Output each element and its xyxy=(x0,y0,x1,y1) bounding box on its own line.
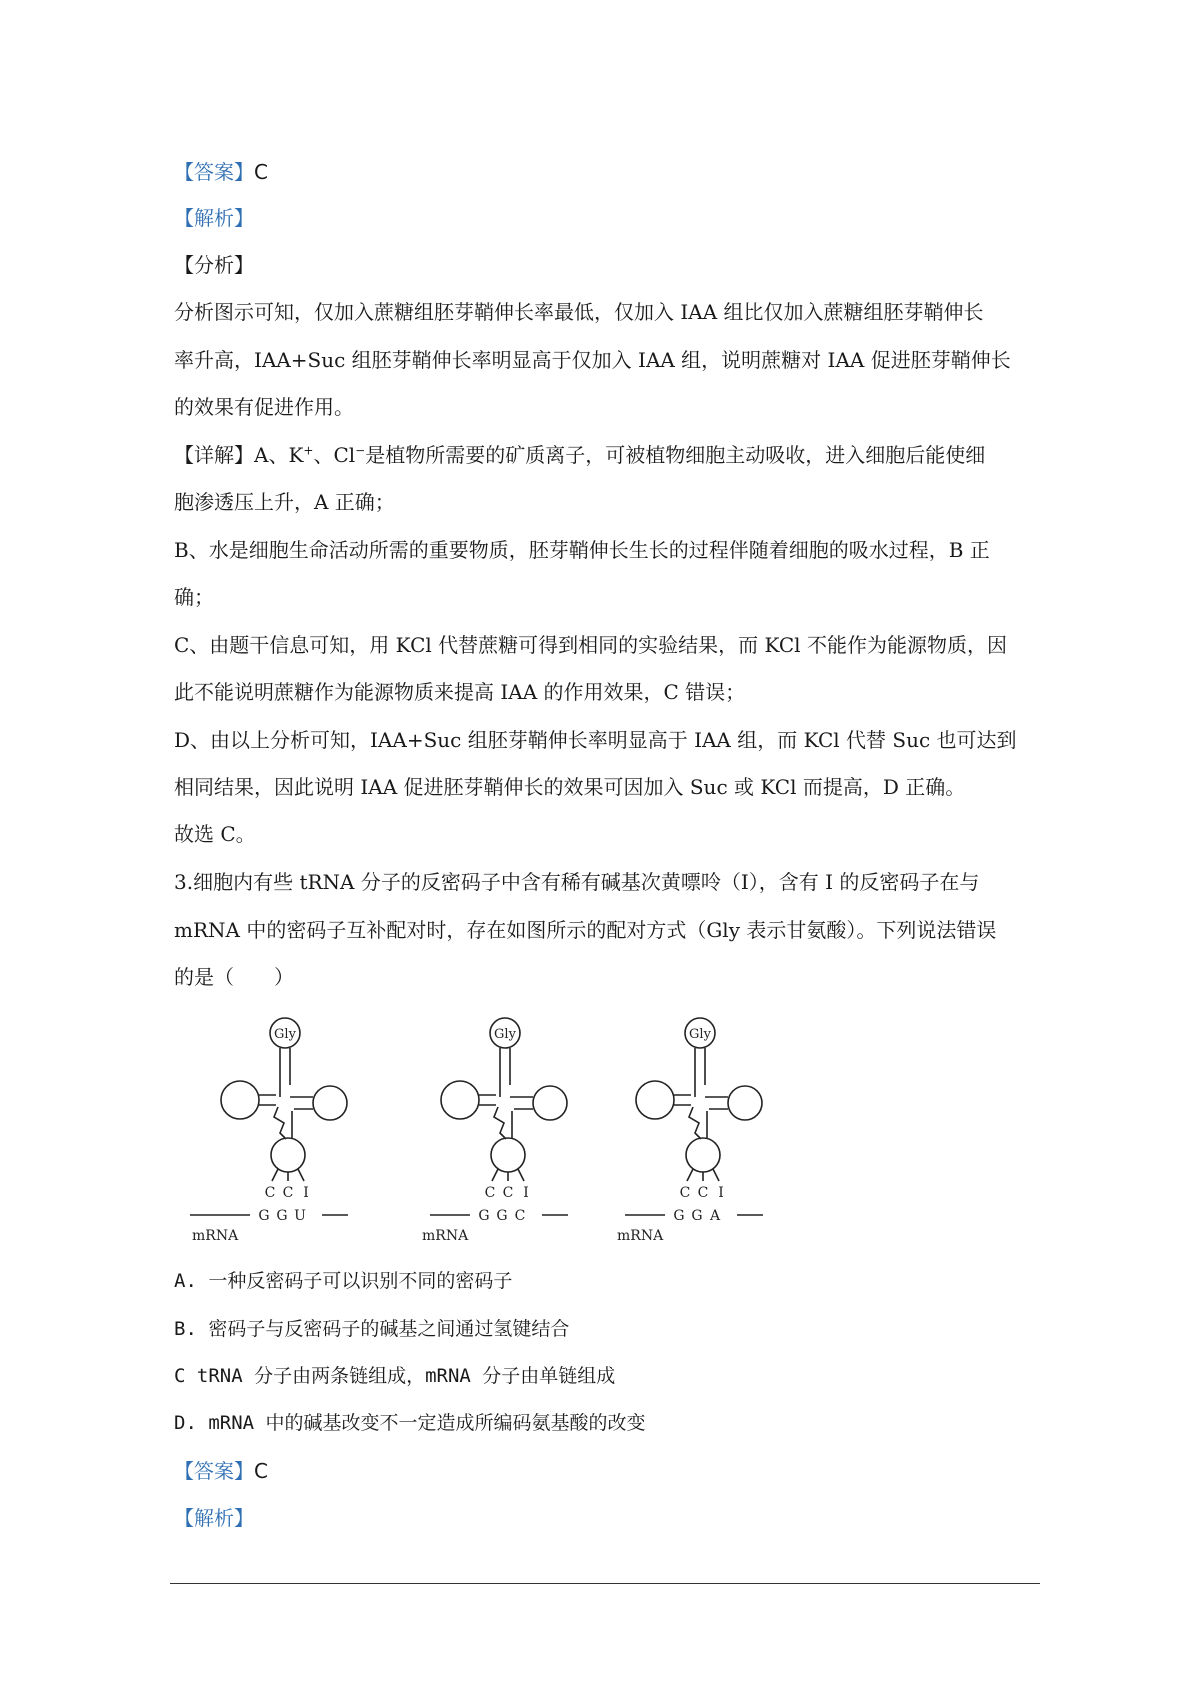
anticodon-loop xyxy=(271,1138,305,1172)
mrna-label: mRNA xyxy=(422,1228,469,1244)
amino-acid-label: Gly xyxy=(689,1027,711,1042)
anticodon-loop xyxy=(686,1138,720,1172)
codon-base: G xyxy=(673,1208,685,1224)
question-stem-line: 3.细胞内有些 tRNA 分子的反密码子中含有稀有碱基次黄嘌呤（I），含有 I 的反密码子在与 xyxy=(174,870,980,894)
option-c: C tRNA 分子由两条链组成，mRNA 分子由单链组成 xyxy=(174,1365,616,1387)
answer-line-2 xyxy=(174,1459,268,1483)
detail-line: 胞渗透压上升，A 正确； xyxy=(174,490,395,514)
trna-right-loop xyxy=(313,1086,347,1120)
analysis-tag-2: 【解析】 xyxy=(174,1506,254,1530)
fenxi-line: 分析图示可知，仅加入蔗糖组胚芽鞘伸长率最低，仅加入 IAA 组比仅加入蔗糖组胚芽鞘伸长 xyxy=(174,300,984,324)
anticodon-base: C xyxy=(264,1185,276,1201)
trna-zigzag xyxy=(494,1107,506,1139)
trna-zigzag xyxy=(689,1107,701,1139)
codon-base: G xyxy=(691,1208,703,1224)
trna-left-loop xyxy=(441,1081,479,1119)
amino-acid-label: Gly xyxy=(274,1027,296,1042)
anticodon-base: I xyxy=(523,1185,529,1201)
anticodon-base: I xyxy=(303,1185,309,1201)
base-tick xyxy=(713,1169,719,1181)
option-a: A. 一种反密码子可以识别不同的密码子 xyxy=(174,1270,513,1292)
trna-pairing-figure xyxy=(190,1005,770,1250)
detail-line: C、由题干信息可知，用 KCl 代替蔗糖可得到相同的实验结果，而 KCl 不能作为能源物质，因 xyxy=(174,633,1007,657)
anticodon-base: C xyxy=(282,1185,294,1201)
answer-value: C xyxy=(254,160,268,184)
mrna-label: mRNA xyxy=(192,1228,239,1244)
codon-base: G xyxy=(258,1208,270,1224)
fenxi-tag: 【分析】 xyxy=(174,253,254,277)
footer-rule xyxy=(170,1583,1040,1584)
option-d: D. mRNA 中的碱基改变不一定造成所编码氨基酸的改变 xyxy=(174,1412,646,1434)
codon-base: G xyxy=(478,1208,490,1224)
detail-line: 此不能说明蔗糖作为能源物质来提高 IAA 的作用效果，C 错误； xyxy=(174,680,746,704)
mrna-label: mRNA xyxy=(617,1228,664,1244)
base-tick xyxy=(518,1169,524,1181)
trna-zigzag xyxy=(274,1107,286,1139)
fenxi-line: 的效果有促进作用。 xyxy=(174,395,354,419)
trna-left-loop xyxy=(636,1081,674,1119)
detail-line: 故选 C。 xyxy=(174,822,256,846)
codon-base: G xyxy=(276,1208,288,1224)
trna-right-loop xyxy=(533,1086,567,1120)
fenxi-line: 率升高，IAA+Suc 组胚芽鞘伸长率明显高于仅加入 IAA 组，说明蔗糖对 IAA 促进胚芽鞘伸长 xyxy=(174,348,1011,372)
trna-panel xyxy=(422,1018,568,1244)
base-tick xyxy=(298,1169,304,1181)
codon-base: C xyxy=(514,1208,526,1224)
trna-panel xyxy=(190,1018,348,1244)
detail-line-1: 【详解】A、K+、Cl−是植物所需要的矿质离子，可被植物细胞主动吸收，进入细胞后能使细 xyxy=(174,443,986,467)
option-b: B. 密码子与反密码子的碱基之间通过氢键结合 xyxy=(174,1318,570,1340)
trna-left-loop xyxy=(221,1081,259,1119)
anticodon-base: C xyxy=(697,1185,709,1201)
base-tick xyxy=(687,1169,693,1181)
trna-right-loop xyxy=(728,1086,762,1120)
answer-tag: 【答案】 xyxy=(174,160,254,184)
detail-line: 相同结果，因此说明 IAA 促进胚芽鞘伸长的效果可因加入 Suc 或 KCl 而提高，D 正确。 xyxy=(174,775,966,799)
anticodon-base: C xyxy=(484,1185,496,1201)
analysis-tag-1: 【解析】 xyxy=(174,206,254,230)
detail-line: D、由以上分析可知，IAA+Suc 组胚芽鞘伸长率明显高于 IAA 组，而 KCl 代替 Suc 也可达到 xyxy=(174,728,1017,752)
answer-line-1 xyxy=(174,160,268,184)
answer-value: C xyxy=(254,1459,268,1483)
codon-base: G xyxy=(496,1208,508,1224)
base-tick xyxy=(272,1169,278,1181)
anticodon-base: I xyxy=(718,1185,724,1201)
answer-tag: 【答案】 xyxy=(174,1459,254,1483)
question-stem-line: 的是（ ） xyxy=(174,965,294,989)
detail-line: 确； xyxy=(174,585,214,609)
detail-line: B、水是细胞生命活动所需的重要物质，胚芽鞘伸长生长的过程伴随着细胞的吸水过程，B 正 xyxy=(174,538,990,562)
anticodon-loop xyxy=(491,1138,525,1172)
codon-base: A xyxy=(709,1208,721,1224)
codon-base: U xyxy=(294,1208,306,1224)
anticodon-base: C xyxy=(679,1185,691,1201)
anticodon-base: C xyxy=(502,1185,514,1201)
question-stem-line: mRNA 中的密码子互补配对时，存在如图所示的配对方式（Gly 表示甘氨酸）。下列说法错误 xyxy=(174,918,997,942)
amino-acid-label: Gly xyxy=(494,1027,516,1042)
detail-tag: 【详解】 xyxy=(174,443,254,467)
base-tick xyxy=(492,1169,498,1181)
trna-panel xyxy=(617,1018,763,1244)
